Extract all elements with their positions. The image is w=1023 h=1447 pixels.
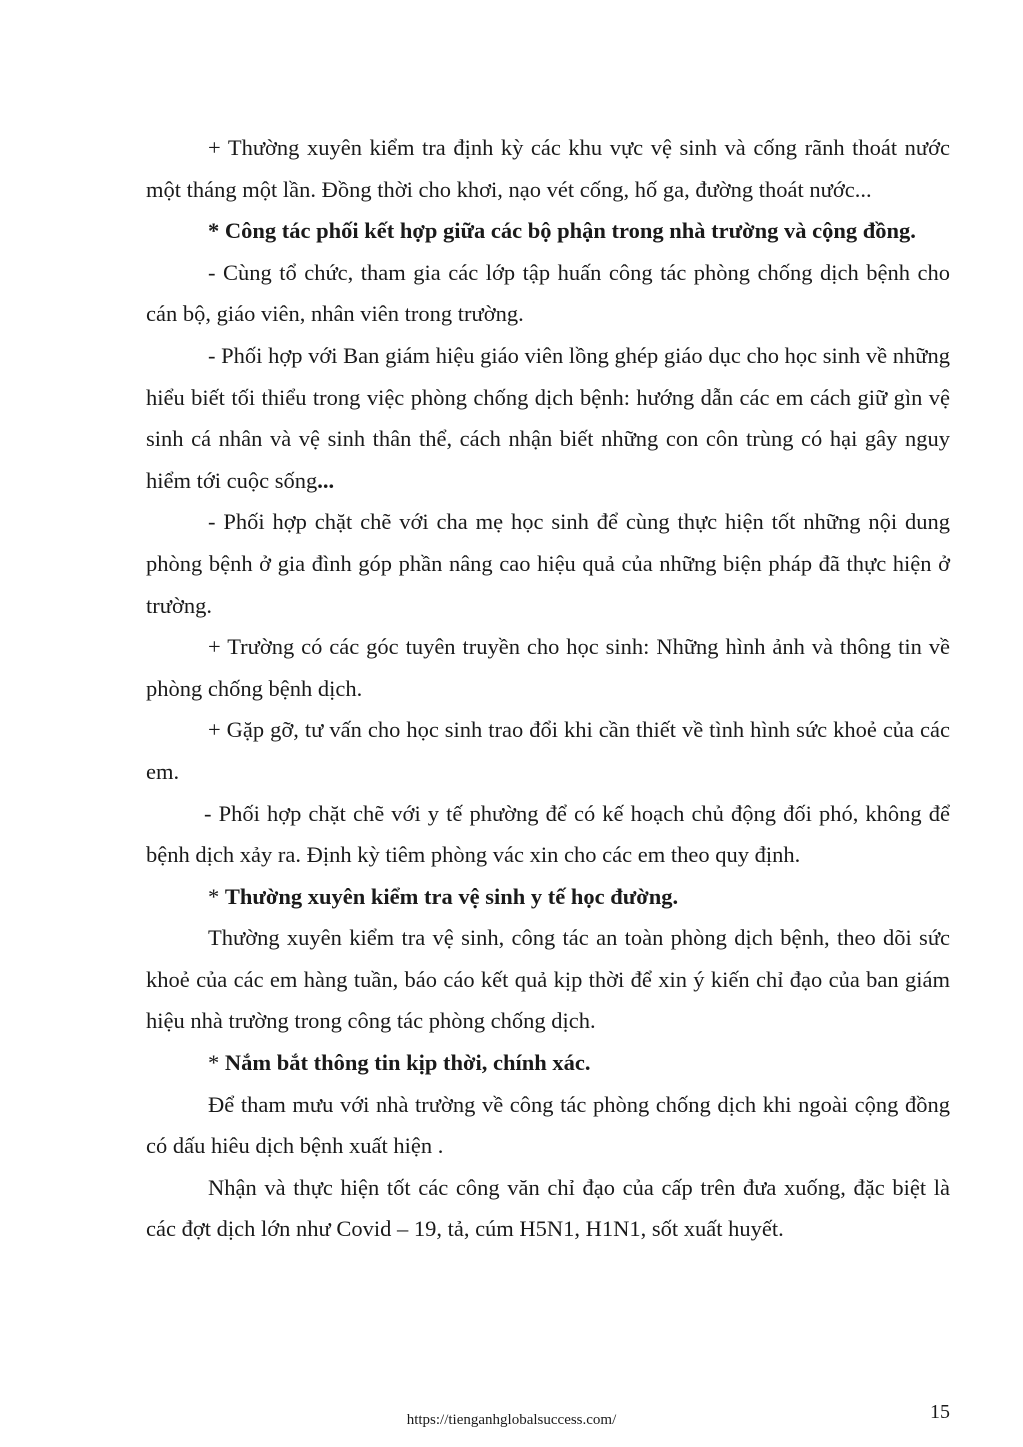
heading-timely-info-text: Nắm bắt thông tin kịp thời, chính xác.: [224, 1050, 591, 1076]
footer-url: https://tienganhglobalsuccess.com/: [406, 1412, 617, 1428]
heading-school-hygiene: [146, 876, 950, 918]
page-number: 15: [930, 1401, 950, 1423]
heading-timely-info-bullet: *: [208, 1050, 225, 1076]
page-body: [146, 127, 950, 1250]
paragraph-health-education: [146, 335, 950, 501]
heading-timely-info: [146, 1042, 950, 1084]
paragraph-health-education-text: - Phối hợp với Ban giám hiệu giáo viên lồng ghép giáo dục cho học sinh về những hiểu biết tối thiểu trong việc phòng chống dịch bệnh: hướng dẫn các em cách giữ gìn vệ sinh cá nhân và vệ sinh thân thể, cách nhận biết những con côn trùng có hại gây nguy hiểm tới cuộc sống: [146, 342, 950, 493]
paragraph-counseling: + Gặp gỡ, tư vấn cho học sinh trao đổi khi cần thiết về tình hình sức khoẻ của các em.: [146, 717, 950, 784]
paragraph-propaganda-corners: + Trường có các góc tuyên truyền cho học sinh: Những hình ảnh và thông tin về phòng chống bệnh dịch.: [146, 634, 950, 701]
ellipsis-bold: ...: [317, 467, 335, 493]
heading-coordination: * Công tác phối kết hợp giữa các bộ phận trong nhà trường và cộng đồng.: [208, 218, 916, 244]
paragraph-drainage-inspection: + Thường xuyên kiểm tra định kỳ các khu vực vệ sinh và cống rãnh thoát nước một tháng một lần. Đồng thời cho khơi, nạo vét cống, hố ga, đường thoát nước...: [146, 135, 950, 202]
paragraph-weekly-monitoring: Thường xuyên kiểm tra vệ sinh, công tác an toàn phòng dịch bệnh, theo dõi sức khoẻ của các em hàng tuần, báo cáo kết quả kịp thời để xin ý kiến chỉ đạo của ban giám hiệu nhà trường trong công tác phòng chống dịch.: [146, 925, 950, 1034]
paragraph-training: - Cùng tổ chức, tham gia các lớp tập huấn công tác phòng chống dịch bệnh cho cán bộ, giáo viên, nhân viên trong trường.: [146, 259, 950, 327]
heading-school-hygiene-bullet: *: [208, 883, 225, 909]
paragraph-ward-health: - Phối hợp chặt chẽ với y tế phường để có kế hoạch chủ động đối phó, không để bệnh dịch xảy ra. Định kỳ tiêm phòng vác xin cho các em theo quy định.: [146, 800, 950, 868]
paragraph-advise-school: Để tham mưu với nhà trường về công tác phòng chống dịch khi ngoài cộng đồng có dấu hiêu dịch bệnh xuất hiện .: [146, 1091, 950, 1159]
paragraph-parent-coordination: - Phối hợp chặt chẽ với cha mẹ học sinh để cùng thực hiện tốt những nội dung phòng bệnh ở gia đình góp phần nâng cao hiệu quả của những biện pháp đã thực hiện ở trường.: [146, 509, 950, 618]
paragraph-official-documents: Nhận và thực hiện tốt các công văn chỉ đạo của cấp trên đưa xuống, đặc biệt là các đợt dịch lớn như Covid – 19, tả, cúm H5N1, H1N1, sốt xuất huyết.: [146, 1174, 950, 1242]
heading-school-hygiene-text: Thường xuyên kiểm tra vệ sinh y tế học đường.: [224, 883, 679, 909]
